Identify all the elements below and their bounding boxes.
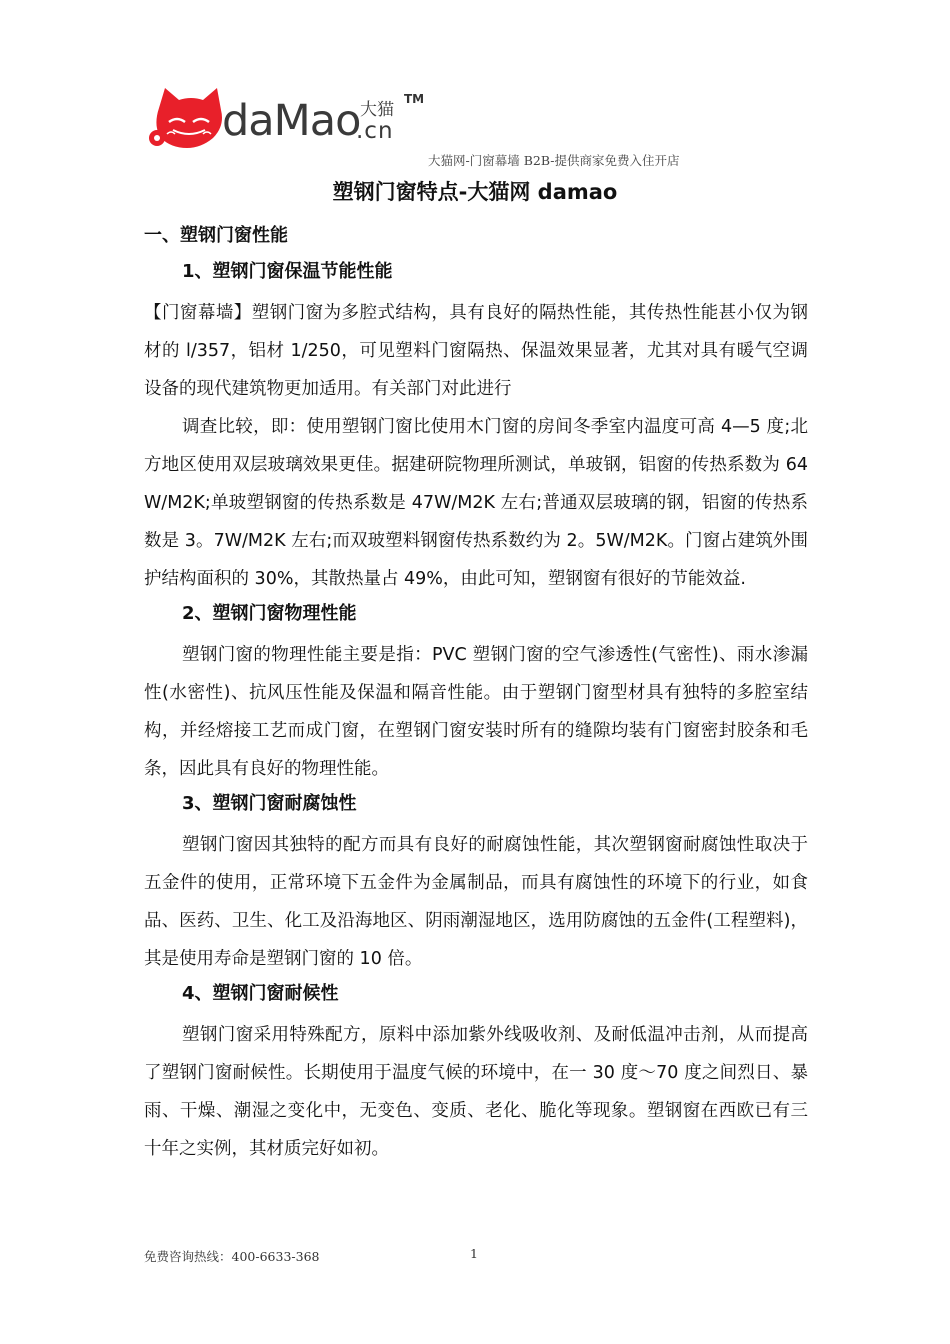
paragraph: 塑钢门窗因其独特的配方而具有良好的耐腐蚀性能，其次塑钢窗耐腐蚀性取决于五金件的使用，正常环境下五金件为金属制品，而具有腐蚀性的环境下的行业，如食品、医药、卫生、化工及沿海地区、阴雨潮湿地区，选用防腐蚀的五金件(工程塑料)，其是使用寿命是塑钢门窗的 10 倍。: [144, 835, 808, 969]
paragraph: 【门窗幕墙】塑钢门窗为多腔式结构，具有良好的隔热性能，其传热性能甚小仅为钢材的 l/357，铝材 1/250，可见塑料门窗隔热、保温效果显著，尤其对具有暖气空调设备的现代建筑物更加适用。有关部门对此进行: [144, 303, 808, 399]
trademark-symbol: TM: [404, 92, 425, 106]
logo-domain-suffix: .cn: [356, 118, 394, 144]
paragraph: 塑钢门窗采用特殊配方，原料中添加紫外线吸收剂、及耐低温冲击剂，从而提高了塑钢门窗耐候性。长期使用于温度气候的环境中，在一 30 度～70 度之间烈日、暴雨、干燥、潮湿之变化中，无变色、变质、老化、脆化等现象。塑钢窗在西欧已有三十年之实例，其材质完好如初。: [144, 1025, 808, 1159]
subsection-heading: 2、塑钢门窗物理性能: [182, 603, 357, 624]
footer-hotline: 免费咨询热线：400-6633-368: [144, 1249, 320, 1264]
page-number: 1: [470, 1246, 478, 1261]
header-tagline: 大猫网-门窗幕墙 B2B-提供商家免费入住开店: [428, 153, 680, 168]
paragraph: 塑钢门窗的物理性能主要是指：PVC 塑钢门窗的空气渗透性(气密性)、雨水渗漏性(水密性)、抗风压性能及保温和隔音性能。由于塑钢门窗型材具有独特的多腔室结构，并经熔接工艺而成门窗，在塑钢门窗安装时所有的缝隙均装有门窗密封胶条和毛条，因此具有良好的物理性能。: [144, 645, 808, 779]
subsection-heading: 4、塑钢门窗耐候性: [182, 983, 339, 1004]
section-heading: 一、塑钢门窗性能: [144, 225, 288, 246]
subsection-heading: 1、塑钢门窗保温节能性能: [182, 261, 393, 282]
document-body: [144, 220, 808, 1168]
subsection-heading: 3、塑钢门窗耐腐蚀性: [182, 793, 357, 814]
logo-chinese-name: 大猫: [360, 100, 394, 120]
document-title: 塑钢门窗特点-大猫网 damao: [332, 180, 618, 204]
logo-wordmark: daMao: [222, 96, 361, 146]
paragraph: 调查比较，即：使用塑钢门窗比使用木门窗的房间冬季室内温度可高 4—5 度;北方地区使用双层玻璃效果更佳。据建研院物理所测试，单玻钢，铝窗的传热系数为 64W/M2K;单玻塑钢窗的传热系数是 47W/M2K 左右;普通双层玻璃的钢，铝窗的传热系数是 3。7W/M2K 左右;而双玻塑料钢窗传热系数约为 2。5W/M2K。门窗占建筑外围护结构面积的 30%，其散热量占 49%，由此可知，塑钢窗有很好的节能效益.: [144, 417, 808, 589]
